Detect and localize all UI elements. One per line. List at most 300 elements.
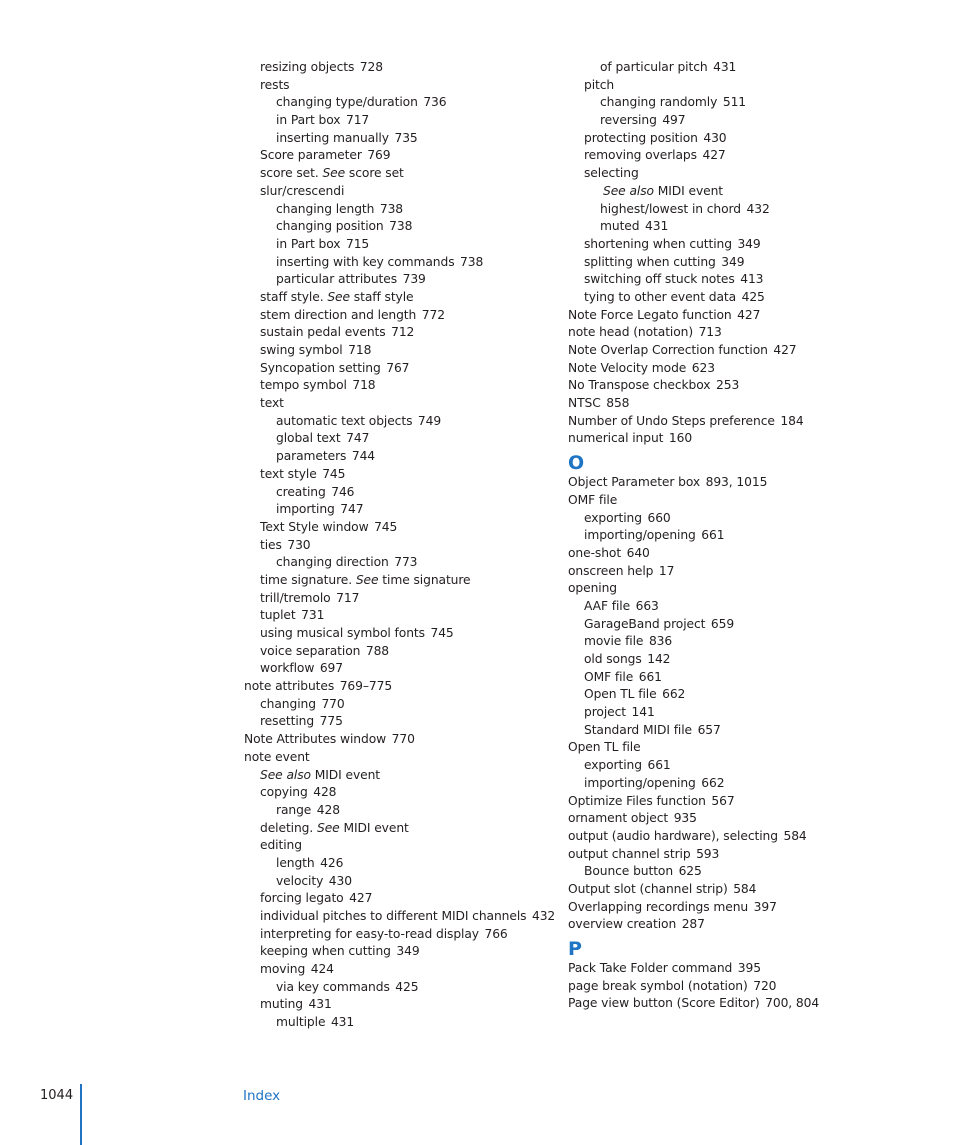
cross-reference: score set	[348, 166, 404, 181]
page-reference: 431	[308, 997, 332, 1012]
entry-term: splitting when cutting	[584, 254, 716, 269]
page-reference: 142	[647, 652, 671, 666]
page-reference: 17	[658, 563, 675, 578]
index-section-letter: P	[568, 938, 582, 960]
see-reference-marker: See	[317, 820, 340, 835]
entry-term: rests	[260, 77, 290, 92]
entry-term: Object Parameter box	[568, 475, 701, 490]
page-reference: 431	[713, 60, 737, 74]
index-entry	[244, 201, 554, 219]
entry-term: particular attributes	[276, 272, 398, 287]
page-reference: 427	[349, 891, 373, 906]
index-entry	[244, 784, 554, 802]
index-entry	[244, 1014, 554, 1032]
entry-term: parameters	[276, 449, 347, 464]
entry-term: protecting position	[584, 130, 698, 145]
page-reference: 772	[421, 307, 445, 322]
page-reference: 430	[703, 130, 727, 145]
index-entry	[568, 686, 898, 704]
entry-term: forcing legato	[260, 891, 344, 906]
page-reference: 349	[396, 944, 420, 959]
index-entry	[568, 960, 898, 978]
page-reference: 661	[701, 528, 725, 543]
entry-term: Number of Undo Steps preference	[568, 413, 775, 428]
page-reference: 623	[691, 360, 715, 375]
entry-term: inserting with key commands	[276, 254, 455, 269]
index-entry	[244, 94, 554, 112]
entry-term: moving	[260, 962, 306, 977]
entry-term: project	[584, 705, 626, 720]
entry-term: exporting	[584, 510, 642, 525]
cross-reference: MIDI event	[343, 820, 409, 835]
page-reference: 567	[711, 793, 735, 808]
entry-term: text style	[260, 466, 317, 481]
entry-term: trill/tremolo	[260, 590, 331, 605]
index-entry	[244, 413, 554, 431]
index-entry	[568, 881, 898, 899]
entry-term: editing	[260, 838, 302, 853]
page-reference: 625	[678, 864, 702, 879]
index-entry	[244, 289, 554, 307]
page-reference: 593	[696, 846, 720, 861]
index-entry	[568, 112, 898, 130]
page-reference: 858	[606, 396, 630, 411]
index-entry	[568, 201, 898, 219]
entry-term: importing	[276, 502, 335, 517]
index-column-left	[244, 59, 554, 1032]
index-entry	[244, 926, 554, 944]
page-reference: 497	[662, 113, 686, 128]
entry-term: Note Velocity mode	[568, 360, 687, 375]
index-entry	[568, 474, 898, 492]
page-reference: 749	[417, 413, 442, 428]
page-reference: 718	[352, 378, 376, 393]
entry-term: numerical input	[568, 431, 664, 446]
entry-term: changing	[260, 696, 316, 711]
entry-term: muted	[600, 219, 640, 234]
index-entry	[568, 430, 898, 448]
index-entry	[568, 342, 898, 360]
page-reference: 720	[753, 978, 777, 993]
footer-divider	[80, 1084, 82, 1145]
index-entry	[244, 554, 554, 572]
entry-term: selecting	[584, 166, 639, 181]
entry-term: page break symbol (notation)	[568, 978, 748, 993]
entry-term: note head (notation)	[568, 325, 694, 340]
page-reference: 769–775	[339, 679, 393, 694]
page-reference: 717	[336, 590, 360, 605]
page-reference: 746	[331, 484, 355, 499]
index-entry	[568, 77, 898, 95]
page-reference: 584	[783, 828, 807, 843]
entry-term: tempo symbol	[260, 378, 347, 393]
entry-term: note attributes	[244, 679, 335, 694]
index-entry	[244, 466, 554, 484]
page-reference: 428	[313, 785, 337, 800]
entry-term: ties	[260, 537, 282, 552]
page-reference: 718	[348, 343, 372, 357]
entry-term: sustain pedal events	[260, 325, 386, 340]
index-entry	[244, 890, 554, 908]
page-reference: 427	[702, 148, 726, 163]
entry-term: No Transpose checkbox	[568, 378, 711, 393]
entry-term: Page view button (Score Editor)	[568, 996, 760, 1011]
index-entry	[244, 271, 554, 289]
entry-term: muting	[260, 997, 304, 1012]
page-reference: 769	[367, 148, 391, 163]
page-reference: 428	[316, 802, 340, 817]
index-entry	[568, 59, 898, 77]
page-reference: 349	[721, 254, 745, 269]
page-reference: 770	[391, 732, 415, 747]
index-entry	[244, 873, 554, 891]
entry-term: old songs	[584, 652, 642, 666]
index-entry	[244, 996, 554, 1014]
index-entry	[244, 607, 554, 625]
index-entry	[568, 810, 898, 828]
page-reference: 430	[328, 873, 352, 888]
page-reference: 770	[321, 696, 345, 711]
entry-term: OMF file	[568, 492, 618, 507]
index-entry	[244, 377, 554, 395]
index-entry	[568, 289, 898, 307]
entry-term: velocity	[276, 873, 324, 888]
index-entry	[568, 651, 898, 669]
index-entry	[568, 254, 898, 272]
page-reference: 738	[389, 219, 413, 234]
index-entry	[244, 572, 554, 590]
entry-term: pitch	[584, 77, 615, 92]
entry-term: changing direction	[276, 555, 389, 570]
index-entry	[568, 165, 898, 183]
page-reference: 731	[301, 608, 325, 623]
index-entry	[568, 828, 898, 846]
index-entry	[568, 580, 898, 598]
page-reference: 788	[365, 643, 390, 658]
entry-term: deleting.	[260, 820, 314, 835]
page-reference: 697	[319, 661, 343, 676]
entry-term: AAF file	[584, 598, 631, 613]
entry-term: movie file	[584, 634, 644, 649]
entry-term: individual pitches to different MIDI channels	[260, 909, 527, 923]
entry-term: copying	[260, 785, 308, 800]
page-reference: 427	[737, 307, 761, 322]
index-entry	[568, 978, 898, 996]
index-entry	[568, 793, 898, 811]
entry-term: Optimize Files function	[568, 793, 706, 808]
index-entry	[568, 633, 898, 651]
entry-term: score set.	[260, 166, 319, 181]
index-entry	[568, 995, 898, 1013]
page-reference: 427	[773, 343, 797, 357]
entry-term: Note Attributes window	[244, 732, 387, 747]
index-entry	[568, 704, 898, 722]
entry-term: workflow	[260, 661, 315, 676]
index-entry	[568, 916, 898, 934]
index-entry	[244, 236, 554, 254]
page-reference: 432	[531, 909, 556, 923]
entry-term: Text Style window	[260, 519, 369, 534]
page-reference: 745	[430, 626, 454, 640]
entry-term: range	[276, 802, 312, 817]
page-reference: 663	[635, 598, 659, 613]
page-reference: 744	[351, 449, 376, 464]
page-reference: 184	[780, 413, 804, 428]
page-reference: 712	[391, 325, 415, 340]
index-entry	[244, 307, 554, 325]
see-reference-marker: See also	[603, 183, 654, 198]
index-entry	[244, 731, 554, 749]
entry-term: Open TL file	[584, 687, 657, 702]
entry-term: output (audio hardware), selecting	[568, 828, 778, 843]
index-entry	[568, 324, 898, 342]
entry-term: staff style.	[260, 289, 324, 304]
entry-term: inserting manually	[276, 130, 389, 145]
entry-term: note event	[244, 749, 310, 764]
entry-term: tying to other event data	[584, 289, 737, 304]
entry-term: onscreen help	[568, 563, 654, 578]
page-reference: 775	[319, 714, 343, 729]
index-entry	[244, 943, 554, 961]
entry-term: resetting	[260, 714, 315, 729]
index-entry	[244, 430, 554, 448]
entry-term: exporting	[584, 758, 642, 773]
index-entry	[244, 165, 554, 183]
page-reference: 660	[647, 510, 671, 525]
page-reference: 736	[423, 95, 447, 110]
entry-term: NTSC	[568, 396, 601, 411]
index-entry	[244, 537, 554, 555]
page-reference: 584	[733, 881, 757, 896]
index-entry	[244, 77, 554, 95]
page-reference: 425	[395, 979, 419, 994]
entry-term: Overlapping recordings menu	[568, 899, 749, 914]
page-reference: 767	[386, 360, 410, 375]
cross-reference: time signature	[382, 572, 471, 587]
index-entry	[568, 492, 898, 510]
index-entry	[244, 855, 554, 873]
index-entry	[568, 236, 898, 254]
page-reference: 745	[322, 466, 346, 481]
entry-term: resizing objects	[260, 60, 355, 74]
index-entry	[244, 218, 554, 236]
entry-term: importing/opening	[584, 775, 696, 790]
entry-term: Syncopation setting	[260, 360, 381, 375]
index-entry	[244, 979, 554, 997]
page-reference: 739	[402, 272, 426, 287]
index-entry	[568, 413, 898, 431]
entry-term: importing/opening	[584, 528, 696, 543]
page-reference: 287	[681, 917, 705, 932]
index-section-letter: O	[568, 452, 585, 475]
index-entry	[244, 342, 554, 360]
entry-term: interpreting for easy-to-read display	[260, 926, 479, 941]
page-reference: 747	[340, 502, 364, 517]
index-entry	[244, 908, 554, 926]
index-entry	[568, 739, 898, 757]
entry-term: Open TL file	[568, 740, 641, 755]
entry-term: changing randomly	[600, 95, 718, 110]
index-entry	[244, 713, 554, 731]
index-entry	[244, 749, 554, 767]
page-reference: 715	[345, 236, 370, 251]
index-entry	[244, 802, 554, 820]
page-reference: 413	[740, 272, 764, 287]
index-entry	[244, 147, 554, 165]
entry-term: multiple	[276, 1015, 326, 1030]
index-entry	[568, 395, 898, 413]
index-entry	[568, 94, 898, 112]
entry-term: tuplet	[260, 608, 296, 623]
entry-term: Output slot (channel strip)	[568, 881, 728, 896]
index-entry	[244, 767, 554, 785]
index-entry	[568, 616, 898, 634]
page-reference: 661	[647, 758, 671, 773]
page-reference: 773	[394, 555, 418, 570]
index-entry	[244, 484, 554, 502]
entry-term: shortening when cutting	[584, 236, 732, 251]
index-entry	[244, 820, 554, 838]
index-entry	[244, 678, 554, 696]
page-reference: 253	[716, 378, 740, 393]
page-reference: 640	[626, 545, 650, 560]
index-entry	[568, 757, 898, 775]
page-reference: 432	[746, 201, 770, 216]
page-reference: 730	[287, 537, 311, 552]
page-reference: 728	[359, 60, 383, 74]
index-column-right	[568, 59, 898, 1013]
entry-term: GarageBand project	[584, 616, 706, 631]
page-reference: 657	[697, 722, 721, 737]
page-reference: 738	[460, 254, 484, 269]
index-entry	[244, 837, 554, 855]
see-reference-marker: See	[327, 289, 350, 304]
entry-term: stem direction and length	[260, 307, 417, 322]
cross-reference: staff style	[353, 289, 414, 304]
index-entry	[568, 545, 898, 563]
see-reference-marker: See also	[260, 767, 311, 782]
index-entry	[244, 254, 554, 272]
see-reference-marker: See	[355, 572, 379, 587]
page-reference: 893, 1015	[705, 475, 768, 490]
page-reference: 397	[753, 899, 777, 914]
index-entry	[568, 863, 898, 881]
entry-term: highest/lowest in chord	[600, 201, 741, 216]
section-title: Index	[243, 1088, 281, 1104]
page-reference: 935	[673, 811, 697, 826]
entry-term: automatic text objects	[276, 413, 413, 428]
index-entry	[568, 563, 898, 581]
index-entry	[244, 360, 554, 378]
page-reference: 713	[698, 325, 722, 340]
page-reference: 425	[741, 289, 765, 304]
page-reference: 661	[638, 669, 662, 684]
entry-term: output channel strip	[568, 846, 691, 861]
entry-term: in Part box	[276, 236, 341, 251]
entry-term: switching off stuck notes	[584, 272, 735, 287]
entry-term: in Part box	[276, 113, 341, 128]
cross-reference: MIDI event	[657, 183, 724, 198]
page-reference: 735	[394, 130, 418, 145]
entry-term: slur/crescendi	[260, 183, 345, 198]
index-entry	[244, 183, 554, 201]
page-reference: 426	[320, 855, 344, 870]
page-reference: 424	[310, 962, 334, 977]
index-entry	[244, 324, 554, 342]
index-entry	[244, 395, 554, 413]
page-reference: 349	[737, 236, 761, 251]
page-reference: 662	[662, 687, 686, 702]
page-reference: 659	[710, 616, 735, 631]
entry-term: using musical symbol fonts	[260, 626, 425, 640]
index-entry	[244, 696, 554, 714]
page-reference: 431	[645, 219, 669, 234]
page-reference: 766	[484, 926, 508, 941]
index-entry	[568, 147, 898, 165]
index-entry	[568, 722, 898, 740]
index-entry	[568, 360, 898, 378]
page-reference: 141	[631, 705, 655, 720]
index-entry	[568, 846, 898, 864]
index-entry	[244, 643, 554, 661]
cross-reference: MIDI event	[314, 767, 381, 782]
entry-term: time signature.	[260, 572, 353, 587]
index-entry	[244, 625, 554, 643]
page-reference: 700, 804	[765, 996, 820, 1011]
entry-term: changing length	[276, 201, 375, 216]
index-entry	[568, 527, 898, 545]
index-entry	[244, 501, 554, 519]
index-entry	[568, 307, 898, 325]
entry-term: changing type/duration	[276, 95, 418, 110]
page-reference: 745	[374, 519, 398, 534]
index-entry	[568, 130, 898, 148]
index-entry	[568, 669, 898, 687]
entry-term: length	[276, 855, 315, 870]
index-entry	[568, 271, 898, 289]
entry-term: Note Overlap Correction function	[568, 343, 768, 357]
index-entry	[244, 59, 554, 77]
entry-term: ornament object	[568, 811, 669, 826]
page-reference: 160	[668, 431, 693, 446]
page-reference: 431	[330, 1015, 355, 1030]
index-entry	[568, 377, 898, 395]
entry-term: overview creation	[568, 917, 677, 932]
page-reference: 747	[346, 431, 370, 446]
entry-term: of particular pitch	[600, 60, 708, 74]
entry-term: global text	[276, 431, 341, 446]
entry-term: Bounce button	[584, 864, 674, 879]
entry-term: Score parameter	[260, 148, 362, 163]
page-reference: 662	[701, 775, 725, 790]
entry-term: one-shot	[568, 545, 622, 560]
index-entry	[244, 660, 554, 678]
index-entry	[244, 519, 554, 537]
index-entry	[568, 899, 898, 917]
page-reference: 511	[722, 95, 747, 110]
entry-term: creating	[276, 484, 326, 499]
index-entry	[568, 598, 898, 616]
entry-term: changing position	[276, 219, 384, 234]
index-entry	[244, 130, 554, 148]
page-reference: 395	[737, 961, 761, 975]
page-reference: 717	[345, 113, 370, 128]
entry-term: Standard MIDI file	[584, 722, 693, 737]
index-entry	[244, 112, 554, 130]
entry-term: Note Force Legato function	[568, 307, 732, 322]
page-reference: 836	[648, 634, 673, 649]
entry-term: via key commands	[276, 979, 390, 994]
